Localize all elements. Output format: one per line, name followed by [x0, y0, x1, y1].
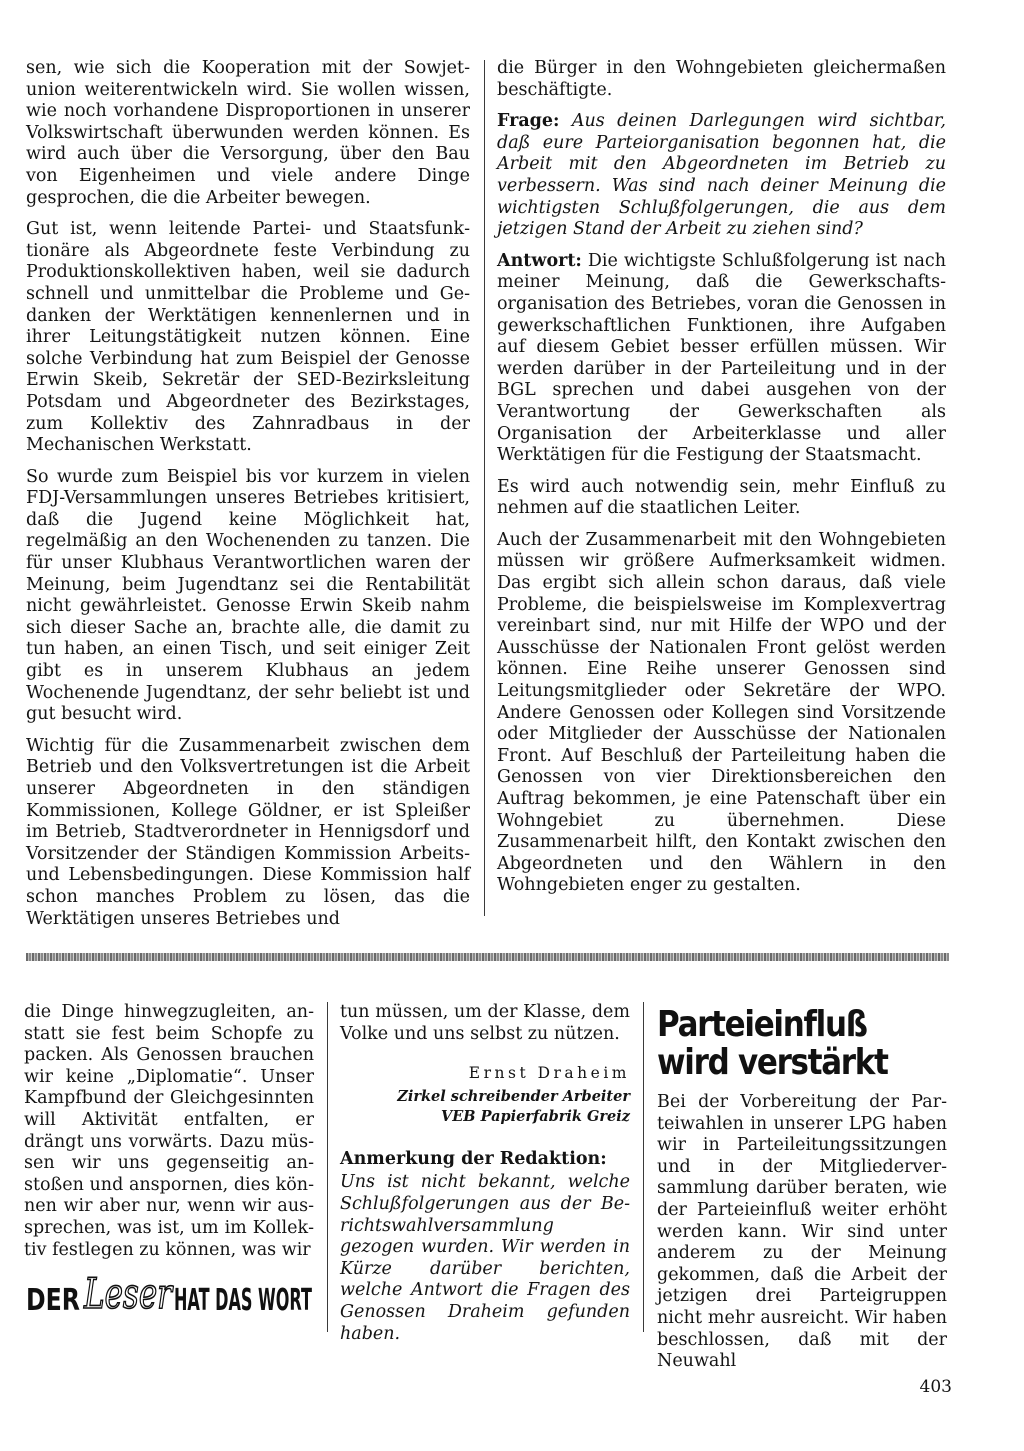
answer-label: Antwort:: [497, 250, 582, 271]
paragraph: Gut ist, wenn leitende Partei- und Staatsfunktionäre als Abgeordnete feste Verbindung zu Produktionskollektiven haben, weil sie dadurch schnell und unmittelbar die Probleme und Gedanken der Werktätigen kennenlernen und in ihrer Leitungstätigkeit nutzen können. Eine solche Verbindung hat zum Beispiel der Genosse Erwin Skeib, Sekretär der SED-Bezirksleitung Potsdam und Abgeordneter des Bezirkstages, zum Kollektiv des Zahnradbaus in der Mechanischen Werkstatt.: [26, 219, 470, 456]
rubric-word-leser: Leser: [83, 1269, 175, 1318]
paragraph: So wurde zum Beispiel bis vor kurzem in vielen FDJ-Versammlungen unseres Betriebes kritisiert, daß die Jugend keine Möglichkeit hat, regelmäßig an den Wochenenden zu tanzen. Die für unser Klubhaus Verantwortlichen waren der Meinung, beim Jugendtanz sei die Rentabilität nicht gewährleistet. Genosse Erwin Skeib nahm sich dieser Sache an, brachte alle, die damit zu tun haben, an einen Tisch, und seit einiger Zeit gibt es in unserem Klubhaus an jedem Wochenende Jugendtanz, der sehr beliebt ist und gut besucht wird.: [26, 466, 470, 725]
signature-name: Ernst Draheim: [468, 1064, 630, 1083]
question-text: Aus deinen Darlegungen wird sichtbar, daß eure Parteiorganisation begonnen hat, die Arbeit mit den Abgeordneten im Betrieb zu verbessern. Was sind nach deiner Meinung die wichtigsten Schlußfolgerungen, die aus dem jetzigen Stand der Arbeit zu ziehen sind?: [497, 111, 946, 240]
editorial-note-text: Uns ist nicht bekannt, welche Schlußfolgerungen aus der Berichtswahlversammlung gezogen wurden. Wir werden in Kürze darüber berichten, welche Antwort die Fragen des Genossen Draheim gefunden haben.: [340, 1172, 630, 1344]
paragraph: sen, wie sich die Kooperation mit der Sowjetunion weiterentwickeln wird. Sie wollen wissen, wie noch vorhandene Disproportionen in unserer Volkswirtschaft überwunden werden können. Es wird auch über die Versorgung, über den Bau von Eigenheimen und viele andere Dinge gesprochen, die die Arbeiter bewegen.: [26, 58, 470, 208]
paragraph: Wichtig für die Zusammenarbeit zwischen dem Betrieb und den Volksvertretungen ist die Arbeit unserer Abgeordneten in den ständigen Kommissionen, Kollege Göldner, er ist Spleißer im Betrieb, Stadtverordneter in Hennigsdorf und Vorsitzender der Ständigen Kommission Arbeits- und Lebensbedingungen. Diese Kommission half schon manches Problem zu lösen, das die Werktätigen unseres Betriebes und: [26, 735, 470, 929]
paragraph: die Bürger in den Wohngebieten gleichermaßen beschäftigte.: [497, 58, 946, 100]
section-separator-band: [26, 953, 949, 961]
page-number: 403: [919, 1377, 952, 1397]
paragraph: Auch der Zusammenarbeit mit den Wohngebieten müssen wir größere Aufmerksamkeit widmen. Das ergibt sich allein schon daraus, daß viele Probleme, die beispielsweise im Komplexvertrag vereinbart sind, nur mit Hilfe der WPO und der Ausschüsse der Nationalen Front gelöst werden können. Eine Reihe unserer Genossen sind Leitungsmitglieder oder Sekretäre der WPO. Andere Genossen oder Kollegen sind Vorsitzende oder Mitglieder der Ausschüsse der Nationalen Front. Auf Beschluß der Parteileitung haben die Genossen von vier Direktionsbereichen den Auftrag bekommen, je eine Patenschaft über ein Wohngebiet zu übernehmen. Diese Zusammenarbeit hilft, den Kontakt zwischen den Abgeordneten und den Wählern in den Wohngebieten enger zu gestalten.: [497, 529, 946, 896]
question-paragraph: [497, 111, 946, 241]
rubric-word-der: DER: [26, 1283, 80, 1318]
editorial-note-heading: Anmerkung der Redaktion:: [340, 1148, 607, 1169]
signature-company: VEB Papierfabrik Greiz: [440, 1107, 630, 1125]
rubric-logo-svg: [26, 1268, 316, 1318]
headline-line: Parteieinfluß: [657, 1004, 867, 1045]
bottom-middle-column: [340, 1002, 630, 1345]
signature-affiliation: Zirkel schreibender Arbeiter: [397, 1087, 630, 1105]
article-headline: [657, 1006, 906, 1082]
paragraph: Es wird auch notwendig sein, mehr Einfluß zu nehmen auf die staatlichen Leiter.: [497, 476, 946, 519]
rubric-logo: [26, 1268, 316, 1318]
column-divider: [643, 1002, 644, 1332]
question-label: Frage:: [497, 111, 560, 132]
top-left-column: [26, 58, 470, 930]
column-divider: [484, 60, 485, 916]
column-divider: [327, 1002, 328, 1332]
paragraph: tun müssen, um der Klasse, dem Volke und uns selbst zu nützen.: [340, 1002, 630, 1044]
paragraph: Bei der Vorbereitung der Parteiwahlen in unserer LPG haben wir in Parteileitungssitzungen und in der Mitgliederversammlung darüber beraten, wie der Parteieinfluß weiter erhöht werden kann. Wir sind unter anderem zu der Meinung gekommen, daß die Arbeit der jetzigen drei Parteigruppen nicht mehr ausreicht. Wir haben beschlossen, daß mit der Neuwahl: [657, 1092, 947, 1372]
headline-line: wird verstärkt: [657, 1042, 888, 1083]
top-right-column: [497, 58, 946, 897]
answer-paragraph: [497, 251, 946, 467]
bottom-right-column: [657, 1092, 947, 1373]
rubric-words-hat-das-wort: HAT DAS WORT: [174, 1283, 313, 1318]
paragraph: die Dinge hinwegzugleiten, anstatt sie fest beim Schopfe zu packen. Als Genossen brauchen wir keine „Diplomatie“. Unser Kampfbund der Gleichgesinnten will Aktivität entfalten, er drängt uns vorwärts. Dazu müssen wir uns gegenseitig anstoßen und anspornen, dies können wir aber nur, wenn wir aussprechen, was ist, um im Kollektiv festlegen zu können, was wir: [24, 1002, 314, 1260]
bottom-left-column: [24, 1002, 314, 1261]
answer-text: Die wichtigste Schlußfolgerung ist nach meiner Meinung, daß die Gewerkschaftsorganisation des Betriebes, voran die Genossen in gewerkschaftlichen Funktionen, ihre Aufgaben auf diesem Gebiet besser erfüllen müssen. Wir werden darüber in der Parteileitung und in der BGL sprechen und dabei ausgehen von der Verantwortung der Gewerkschaften als Organisation der Arbeiterklasse und aller Werktätigen für die Festigung der Staatsmacht.: [497, 250, 946, 466]
